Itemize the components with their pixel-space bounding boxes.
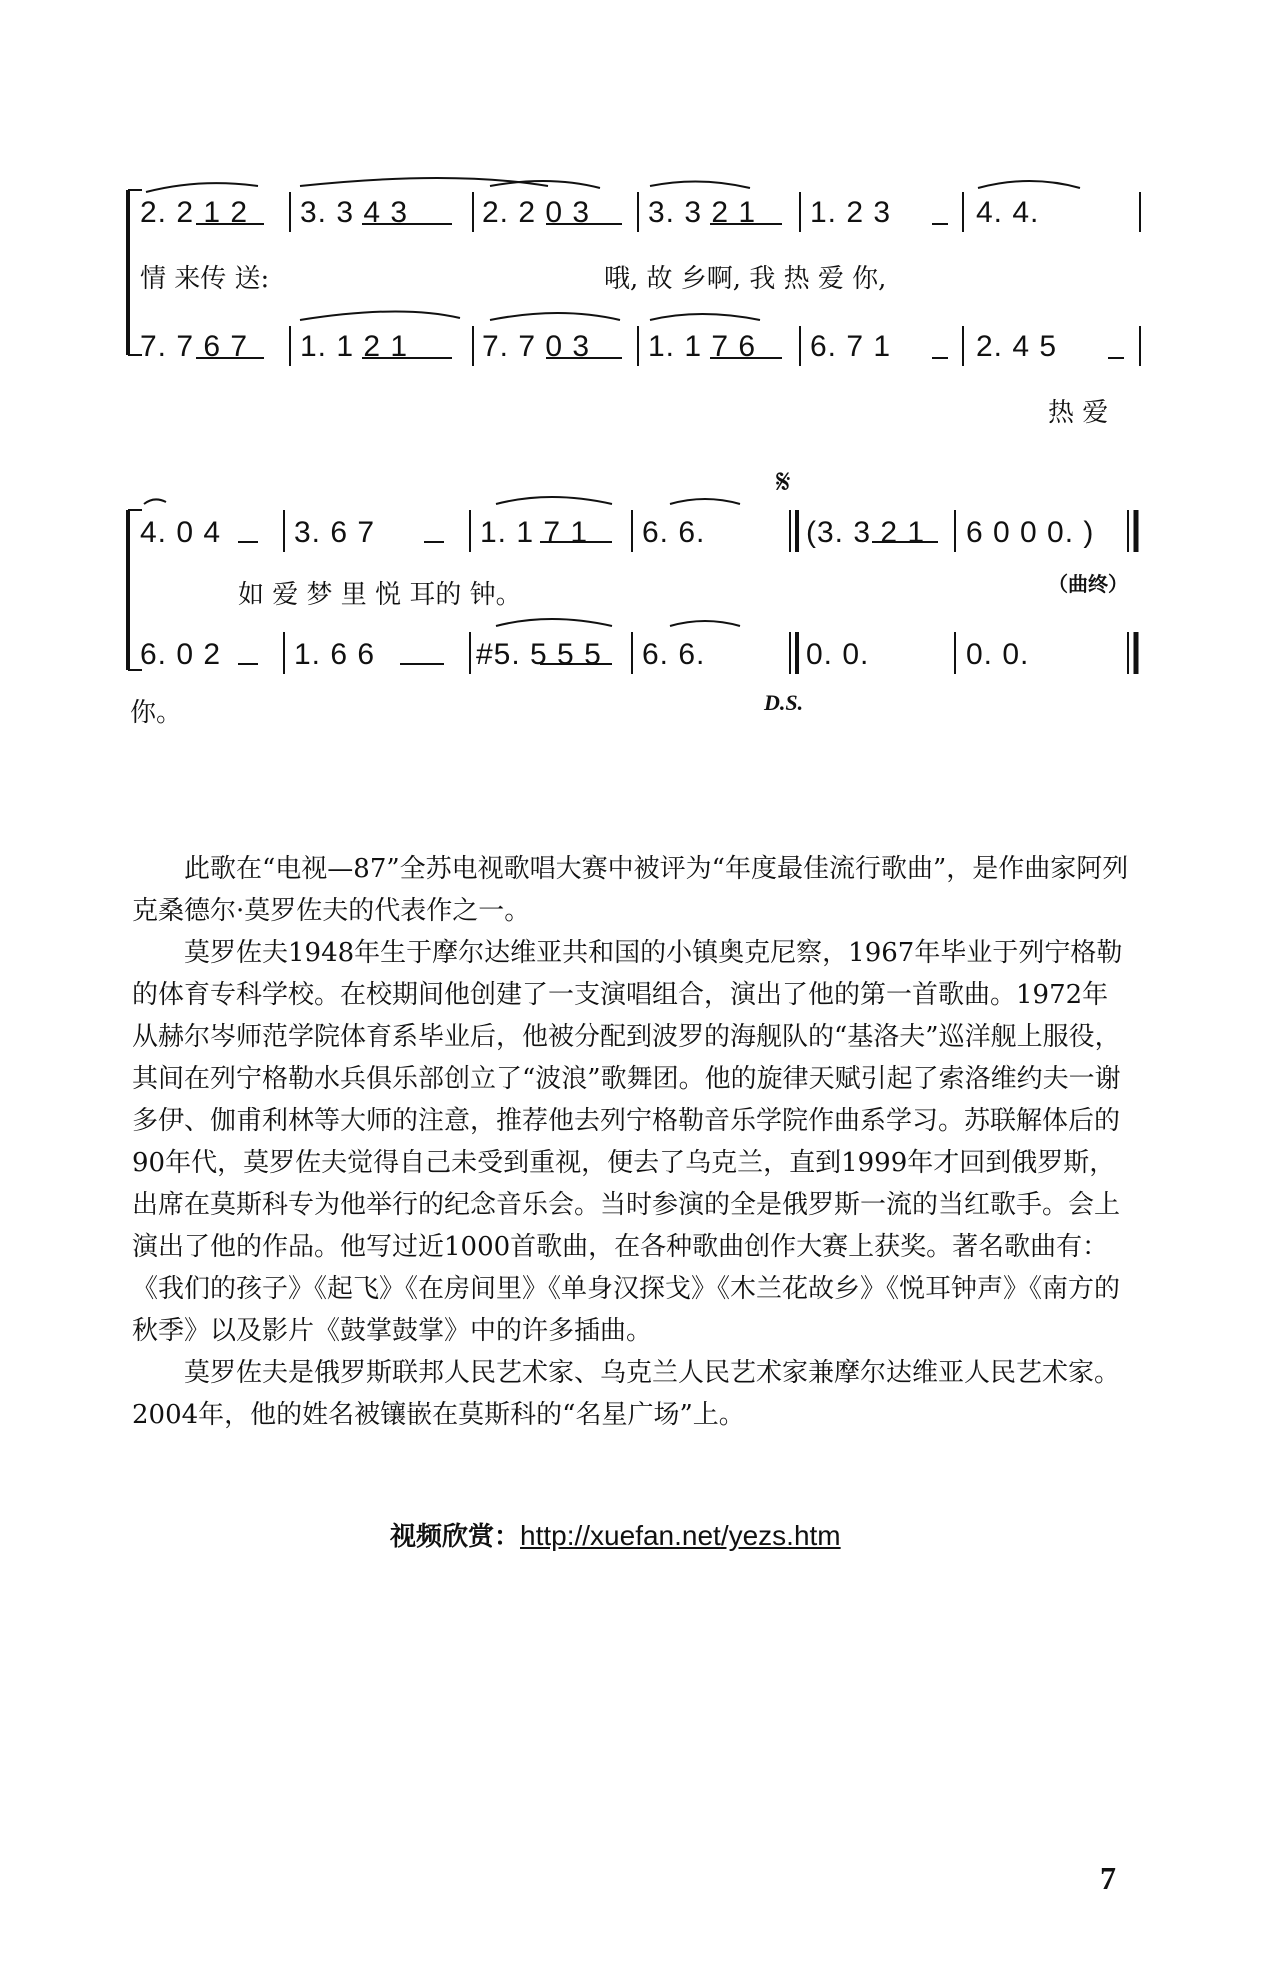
s1-upper-bar-2: 3. 3 4 3 <box>300 196 409 229</box>
s1-lower-bar-4: 1. 1 7 6 <box>648 330 757 363</box>
s1-upper-bar-3: 2. 2 0 3 <box>482 196 591 229</box>
s1-lower-lyrics: 热 爱 <box>1048 398 1109 428</box>
video-url-link[interactable]: http://xuefan.net/yezs.htm <box>520 1520 841 1551</box>
paragraph-1: 此歌在“电视—87”全苏电视歌唱大赛中被评为“年度最佳流行歌曲”，是作曲家阿列克桑德尔·莫罗佐夫的代表作之一。 <box>132 854 1129 926</box>
paragraph-3: 莫罗佐夫是俄罗斯联邦人民艺术家、乌克兰人民艺术家兼摩尔达维亚人民艺术家。2004年，他的姓名被镶嵌在莫斯科的“名星广场”上。 <box>132 1358 1121 1430</box>
description-text <box>132 848 1132 1436</box>
s2-lower-bar-3: #5. 5 5 5 <box>476 638 602 671</box>
s1-lyrics-right: 哦, 故 乡啊, 我 热 爱 你, <box>604 264 887 294</box>
s2-upper-bar-6: 6 0 0 0. ) <box>966 516 1095 549</box>
s2-lower-bar-5: 0. 0. <box>806 638 870 671</box>
video-label: 视频欣赏： <box>390 1522 521 1552</box>
s2-upper-bar-5: (3. 3 2 1 <box>806 516 926 549</box>
s1-upper-bar-6: 4. 4. <box>976 196 1040 229</box>
s2-upper-bar-1: 4. 0 4 <box>140 516 222 549</box>
s1-lower-bar-5: 6. 7 1 <box>810 330 892 363</box>
s1-upper-bar-1: 2. 2 1 2 <box>140 196 249 229</box>
s2-upper-bar-4: 6. 6. <box>642 516 706 549</box>
video-line <box>390 1516 841 1553</box>
s2-lower-bar-4: 6. 6. <box>642 638 706 671</box>
s1-upper-bar-5: 1. 2 3 <box>810 196 892 229</box>
s2-lower-bar-6: 0. 0. <box>966 638 1030 671</box>
s2-upper-bar-2: 3. 6 7 <box>294 516 376 549</box>
s2-lower-lyrics: 你。 <box>130 698 183 728</box>
s2-lower-bar-1: 6. 0 2 <box>140 638 222 671</box>
s1-lower-bar-3: 7. 7 0 3 <box>482 330 591 363</box>
s2-upper-bar-3: 1. 1 7 1 <box>480 516 589 549</box>
s1-lower-bar-6: 2. 4 5 <box>976 330 1058 363</box>
s1-lower-bar-2: 1. 1 2 1 <box>300 330 409 363</box>
s1-lower-bar-1: 7. 7 6 7 <box>140 330 249 363</box>
ds-label: D.S. <box>764 690 804 715</box>
segno-sign: 𝄋 <box>776 462 791 502</box>
page-number: 7 <box>1100 1860 1116 1896</box>
s2-lower-bar-2: 1. 6 6 <box>294 638 376 671</box>
s1-upper-bar-4: 3. 3 2 1 <box>648 196 757 229</box>
s2-lyrics: 如 爱 梦 里 悦 耳的 钟。 <box>238 580 522 610</box>
ending-label: （曲终） <box>1048 572 1128 596</box>
s1-lyrics-left: 情 来传 送: <box>140 264 270 294</box>
paragraph-2: 莫罗佐夫1948年生于摩尔达维亚共和国的小镇奥克尼察，1967年毕业于列宁格勒的体育专科学校。在校期间他创建了一支演唱组合，演出了他的第一首歌曲。1972年从赫尔岑师范学院体育系毕业后，他被分配到波罗的海舰队的“基洛夫”巡洋舰上服役，其间在列宁格勒水兵俱乐部创立了“波浪”歌舞团。他的旋律天赋引起了索洛维约夫一谢多伊、伽甫利林等大师的注意，推荐他去列宁格勒音乐学院作曲系学习。苏联解体后的90年代，莫罗佐夫觉得自己未受到重视，便去了乌克兰，直到1999年才回到俄罗斯，出席在莫斯科专为他举行的纪念音乐会。当时参演的全是俄罗斯一流的当红歌手。会上演出了他的作品。他写过近1000首歌曲，在各种歌曲创作大赛上获奖。著名歌曲有：《我们的孩子》《起飞》《在房间里》《单身汉探戈》《木兰花故乡》《悦耳钟声》《南方的秋季》以及影片《鼓掌鼓掌》中的许多插曲。 <box>132 938 1123 1346</box>
